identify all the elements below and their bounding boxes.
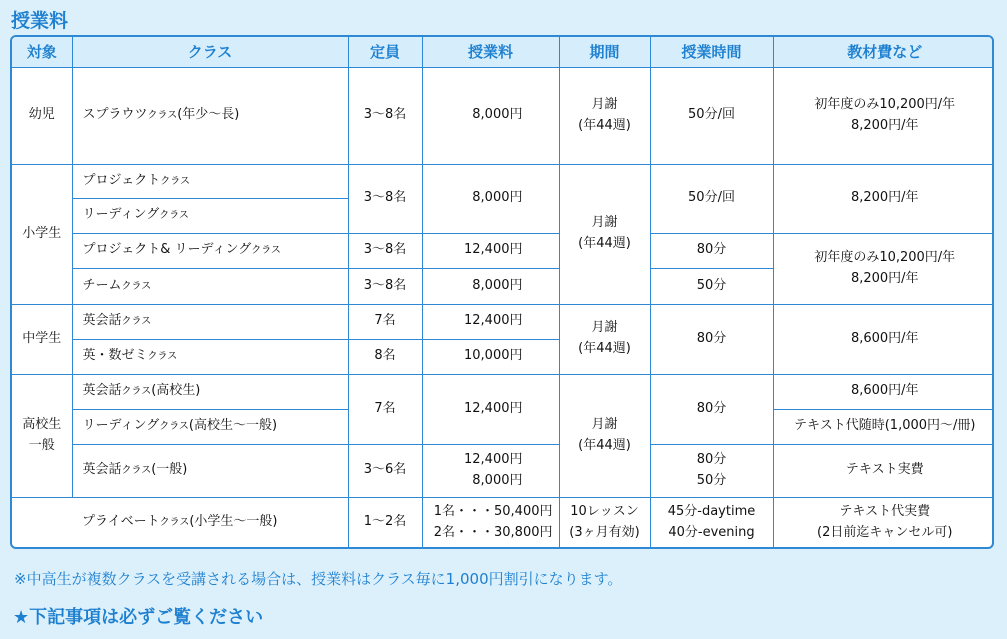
lesson-time: 80分 50分 (650, 444, 773, 497)
period: 月謝 (年44週) (559, 164, 650, 304)
capacity: 3〜8名 (348, 67, 422, 164)
fee: 8,000円 (422, 268, 559, 304)
fee: 12,400円 8,000円 (422, 444, 559, 497)
header-row (12, 37, 994, 67)
class-jh-conversation: 英会話クラス (72, 304, 348, 339)
lesson-time: 50分 (650, 268, 773, 304)
class-project-reading: プロジェクト& リーディングクラス (72, 233, 348, 268)
fee: 12,400円 (422, 233, 559, 268)
fee: 1名・・・50,400円 2名・・・30,800円 (422, 497, 559, 548)
materials: 8,600円/年 (773, 304, 994, 374)
class-sprout: スプラウツクラス(年少〜長) (72, 67, 348, 164)
header-materials: 教材費など (773, 37, 994, 67)
lesson-time: 45分-daytime 40分-evening (650, 497, 773, 548)
period: 月謝 (年44週) (559, 374, 650, 497)
page-title: 授業料 (11, 10, 69, 32)
tuition-table (10, 35, 994, 549)
lesson-time: 80分 (650, 233, 773, 268)
table-row (12, 304, 994, 339)
class-reading: リーディングクラス (72, 198, 348, 233)
header-class: クラス (72, 37, 348, 67)
period: 月謝 (年44週) (559, 304, 650, 374)
fee: 8,000円 (422, 164, 559, 233)
capacity: 3〜6名 (348, 444, 422, 497)
table-row (12, 233, 994, 268)
lesson-time: 80分 (650, 374, 773, 444)
header-target: 対象 (12, 37, 72, 67)
period: 月謝 (年44週) (559, 67, 650, 164)
materials: テキスト代随時(1,000円〜/冊) (773, 409, 994, 444)
table-row (12, 374, 994, 409)
header-time: 授業時間 (650, 37, 773, 67)
table-row (12, 444, 994, 497)
materials: 8,200円/年 (773, 164, 994, 233)
capacity: 7名 (348, 374, 422, 444)
capacity: 7名 (348, 304, 422, 339)
materials: 8,600円/年 (773, 374, 994, 409)
group-junior-high: 中学生 (12, 304, 72, 374)
lesson-time: 80分 (650, 304, 773, 374)
fee: 10,000円 (422, 339, 559, 374)
table-row (12, 497, 994, 548)
fee: 8,000円 (422, 67, 559, 164)
class-team: チームクラス (72, 268, 348, 304)
capacity: 3〜8名 (348, 268, 422, 304)
group-high-general: 高校生 一般 (12, 374, 72, 497)
fee: 12,400円 (422, 304, 559, 339)
header-fee: 授業料 (422, 37, 559, 67)
materials: テキスト代実費 (2日前迄キャンセル可) (773, 497, 994, 548)
materials: 初年度のみ10,200円/年 8,200円/年 (773, 67, 994, 164)
class-hs-reading: リーディングクラス(高校生〜一般) (72, 409, 348, 444)
class-general-conversation: 英会話クラス(一般) (72, 444, 348, 497)
lesson-time: 50分/回 (650, 164, 773, 233)
materials: テキスト実費 (773, 444, 994, 497)
class-private: プライベートクラス(小学生〜一般) (12, 497, 348, 548)
class-jh-math-seminar: 英・数ゼミクラス (72, 339, 348, 374)
group-elementary: 小学生 (12, 164, 72, 304)
class-project: プロジェクトクラス (72, 164, 348, 198)
header-period: 期間 (559, 37, 650, 67)
capacity: 3〜8名 (348, 164, 422, 233)
group-toddler: 幼児 (12, 67, 72, 164)
period: 10レッスン (3ヶ月有効) (559, 497, 650, 548)
capacity: 8名 (348, 339, 422, 374)
lesson-time: 50分/回 (650, 67, 773, 164)
table-row (12, 164, 994, 198)
discount-note: ※中高生が複数クラスを受講される場合は、授業料はクラス毎に1,000円割引になります。 (14, 570, 623, 588)
fee: 12,400円 (422, 374, 559, 444)
capacity: 1〜2名 (348, 497, 422, 548)
class-hs-conversation: 英会話クラス(高校生) (72, 374, 348, 409)
table-row (12, 67, 994, 164)
capacity: 3〜8名 (348, 233, 422, 268)
notice-heading: ★下記事項は必ずご覧ください (13, 607, 264, 628)
header-capacity: 定員 (348, 37, 422, 67)
materials: 初年度のみ10,200円/年 8,200円/年 (773, 233, 994, 304)
